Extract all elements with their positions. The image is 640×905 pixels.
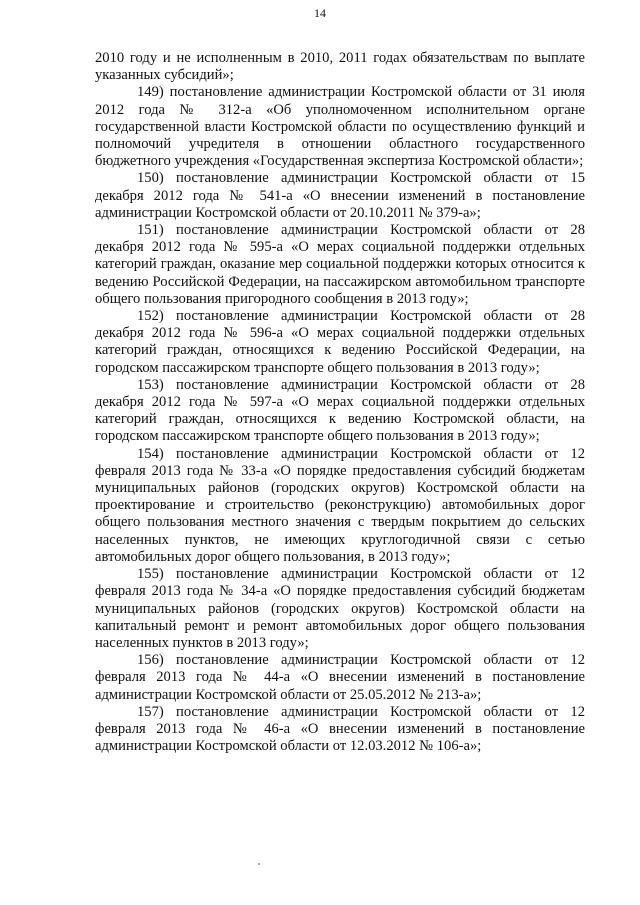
paragraph-item-149: 149) постановление администрации Костромской области от 31 июля 2012 года № 312-а «Об уполномоченном исполнительном органе государственной власти Костромской области по осуществлению функций и полномочий учредителя в отношении областного государственного бюджетного учреждения «Государственная экспертиза Костромской области»;	[95, 84, 585, 170]
document-body	[95, 50, 585, 755]
paragraph-item-150: 150) постановление администрации Костромской области от 15 декабря 2012 года № 541-а «О внесении изменений в постановление администрации Костромской области от 20.10.2011 № 379-а»;	[95, 170, 585, 221]
paragraph-item-152: 152) постановление администрации Костромской области от 28 декабря 2012 года № 596-а «О мерах социальной поддержки отдельных категорий граждан, относящихся к ведению Российской Федерации, на городском пассажирском транспорте общего пользования в 2013 году»;	[95, 308, 585, 376]
scan-speck	[258, 863, 260, 865]
paragraph-item-154: 154) постановление администрации Костромской области от 12 февраля 2013 года № 33-а «О порядке предоставления субсидий бюджетам муниципальных районов (городских округов) Костромской области на проектирование и строительство (реконструкцию) автомобильных дорог общего пользования местного значения с твердым покрытием до сельских населенных пунктов, не имеющих круглогодичной связи с сетью автомобильных дорог общего пользования, в 2013 году»;	[95, 445, 585, 565]
paragraph-item-156: 156) постановление администрации Костромской области от 12 февраля 2013 года № 44-а «О внесении изменений в постановление администрации Костромской области от 25.05.2012 № 213-а»;	[95, 652, 585, 703]
paragraph-item-157: 157) постановление администрации Костромской области от 12 февраля 2013 года № 46-а «О внесении изменений в постановление администрации Костромской области от 12.03.2012 № 106-а»;	[95, 703, 585, 755]
paragraph-item-151: 151) постановление администрации Костромской области от 28 декабря 2012 года № 595-а «О мерах социальной поддержки отдельных категорий граждан, оказание мер социальной поддержки которых относится к ведению Российской Федерации, на пассажирском автомобильном транспорте общего пользования пригородного сообщения в 2013 году»;	[95, 222, 585, 307]
paragraph-item-155: 155) постановление администрации Костромской области от 12 февраля 2013 года № 34-а «О порядке предоставления субсидий бюджетам муниципальных районов (городских округов) Костромской области на капитальный ремонт и ремонт автомобильных дорог общего пользования населенных пунктов в 2013 году»;	[95, 566, 585, 651]
page-number: 14	[314, 6, 326, 20]
paragraph-item-153: 153) постановление администрации Костромской области от 28 декабря 2012 года № 597-а «О мерах социальной поддержки отдельных категорий граждан, относящихся к ведению Костромской области, на городском пассажирском транспорте общего пользования в 2013 году»;	[95, 376, 585, 445]
paragraph-continuation: 2010 году и не исполненным в 2010, 2011 годах обязательствам по выплате указанных субсидий»;	[95, 50, 585, 84]
